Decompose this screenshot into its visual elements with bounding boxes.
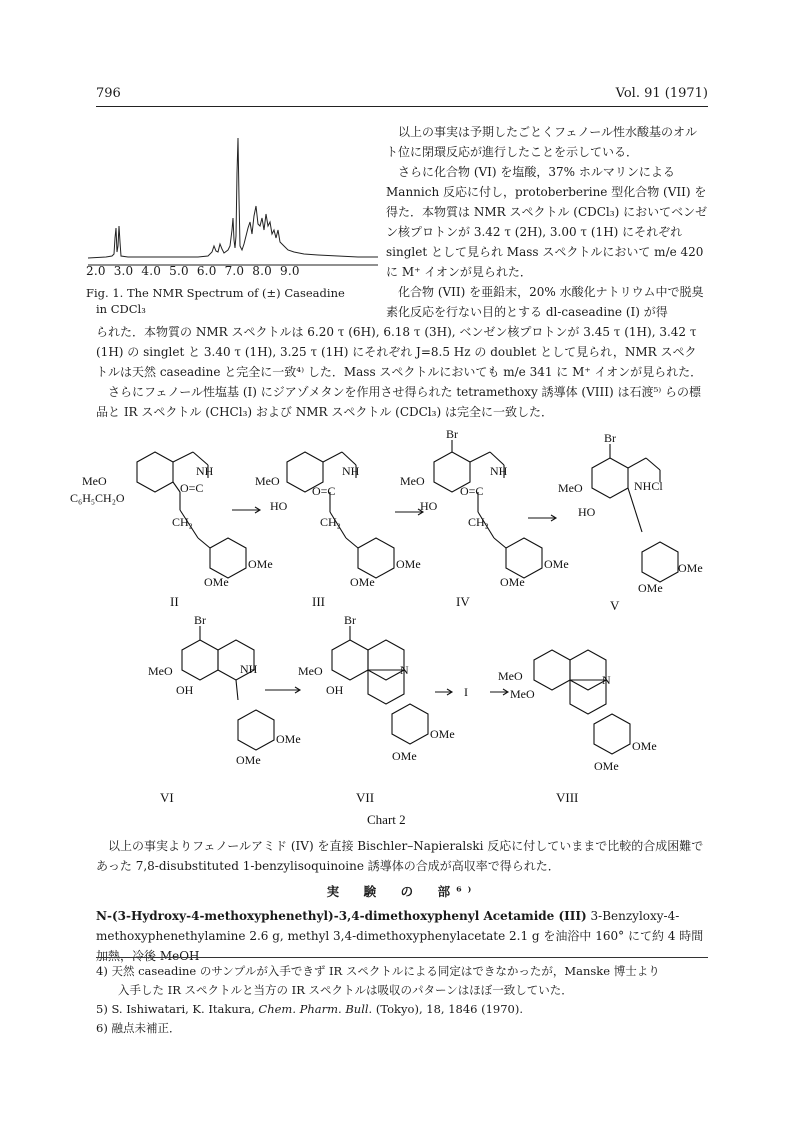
vi-ome-2: OMe (236, 753, 261, 767)
compound-vii-structure (332, 626, 428, 744)
ii-oc: O=C (180, 481, 204, 495)
label-viii: VIII (556, 790, 579, 805)
iv-ome-1: OMe (544, 557, 569, 571)
fig1-caption-line1: Fig. 1. The NMR Spectrum of (±) Caseadine (86, 286, 345, 300)
iii-meo: MeO (255, 474, 280, 488)
journal-volume: Vol. 91 (1971) (615, 86, 708, 101)
viii-ome-1: OMe (632, 739, 657, 753)
vi-meo: MeO (148, 664, 173, 678)
iii-oc: O=C (312, 484, 336, 498)
label-ii: II (170, 594, 179, 609)
ii-bn: C₆H₅CH₂O (70, 491, 125, 505)
vi-ome-1: OMe (276, 732, 301, 746)
para-3-cont: られた．本物質の NMR スペクトルは 6.20 τ (6H), 6.18 τ (3H), ベンゼン核プロトンが 3.45 τ (1H), 3.42 τ (1H) の singlet と 3.40 τ (1H), 3.25 τ (1H) にそれぞれ J=8.5 Hz の doublet として見られ，NMR スペクトルは天然 caseadine と完全に一致⁴⁾ した．Mass スペクトルにおいても m/e 341 に M⁺ イオンが見られた． (96, 325, 703, 379)
footnote-4a: 4) 天然 caseadine のサンプルが入手できず IR スペクトルによる同定はできなかったが，Manske 博士より (96, 964, 660, 978)
iii-ch2: CH₂ (320, 515, 341, 529)
footnotes (96, 962, 708, 1038)
ii-ome-2: OMe (204, 575, 229, 589)
ii-ome-1: OMe (248, 557, 273, 571)
vi-nh: NH (240, 662, 258, 676)
iv-ome-2: OMe (500, 575, 525, 589)
fig1-caption-line2: in CDCl₃ (96, 302, 146, 316)
compound-v-structure (592, 444, 678, 582)
label-vi: VI (160, 790, 174, 805)
ii-nh: NH (196, 464, 214, 478)
nmr-axis-ticks: 2.0 3.0 4.0 5.0 6.0 7.0 8.0 9.0 (86, 264, 300, 278)
vi-br: Br (194, 613, 206, 627)
compound-vi-structure (182, 626, 274, 750)
right-column (386, 122, 708, 322)
chart-2-caption: Chart 2 (367, 812, 406, 827)
label-vii: VII (356, 790, 375, 805)
iii-ome-2: OMe (350, 575, 375, 589)
iii-ome-1: OMe (396, 557, 421, 571)
footnote-5-authors: 5) S. Ishiwatari, K. Itakura, (96, 1002, 259, 1016)
experimental-title: N-(3-Hydroxy-4-methoxyphenethyl)-3,4-dimethoxyphenyl Acetamide (III) (96, 909, 587, 923)
vii-meo: MeO (298, 664, 323, 678)
iv-nh: NH (490, 464, 508, 478)
experimental-text: 3-Benzyloxy-4-methoxyphenethylamine 2.6 g, methyl 3,4-dimethoxyphenylacetate 2.1 g を油浴中 160° にて約 4 時間加熱，冷後 MeOH (96, 909, 704, 963)
header-rule (96, 106, 708, 107)
vii-n: N (400, 663, 409, 677)
viii-ome-2: OMe (594, 759, 619, 773)
iv-oc: O=C (460, 484, 484, 498)
compound-iv-structure (434, 440, 542, 578)
v-ome-2: OMe (638, 581, 663, 595)
reaction-arrows (232, 507, 556, 695)
v-nhcl: NHCl (634, 479, 663, 493)
section-title: 実 験 の 部⁶⁾ (326, 884, 478, 899)
footnote-5-ref: (Tokyo), 18, 1846 (1970). (372, 1002, 524, 1016)
footnote-6: 6) 融点未補正． (96, 1021, 181, 1035)
iii-nh: NH (342, 464, 360, 478)
label-iv: IV (456, 594, 470, 609)
nmr-trace (88, 138, 378, 258)
viii-meo-1: MeO (498, 669, 523, 683)
para-5: 以上の事実よりフェノールアミド (IV) を直接 Bischler–Napieralski 反応に付していままで比較的合成困難であった 7,8-disubstituted 1-benzylisoquinoine 誘導体の合成が高収率で得られた． (96, 839, 704, 873)
full-width-text (96, 322, 708, 422)
chart-2-scheme (70, 427, 720, 832)
viii-meo-2: MeO (510, 687, 535, 701)
para-2: さらに化合物 (VI) を塩酸，37% ホルマリンによる Mannich 反応に付し，protoberberine 型化合物 (VII) を得た．本物質は NMR スペクトル (CDCl₃) においてベンゼン核プロトンが 3.42 τ (2H), 3.00 τ (1H) にそれぞれ singlet として見られ Mass スペクトルにおいて m/e 420 に M⁺ イオンが見られた． (386, 165, 708, 279)
iii-ho: HO (270, 499, 288, 513)
iv-ho: HO (420, 499, 438, 513)
label-v: V (610, 598, 620, 613)
fig1-caption (86, 285, 386, 317)
arrow-intermediate-i: I (464, 685, 468, 699)
footnote-5-journal: Chem. Pharm. Bull. (258, 1002, 373, 1016)
para-1: 以上の事実は予期したごとくフェノール性水酸基のオルト位に閉環反応が進行したことを示している． (386, 125, 698, 159)
after-chart-text (96, 836, 708, 966)
viii-n: N (602, 673, 611, 687)
footnote-5 (96, 1000, 708, 1019)
v-ho: HO (578, 505, 596, 519)
vii-br: Br (344, 613, 356, 627)
v-br: Br (604, 431, 616, 445)
vii-ome-2: OMe (392, 749, 417, 763)
vii-ome-1: OMe (430, 727, 455, 741)
vii-oh: OH (326, 683, 344, 697)
page-number: 796 (96, 86, 121, 101)
iv-br: Br (446, 427, 458, 441)
vi-oh: OH (176, 683, 194, 697)
footnote-4b: 入手した IR スペクトルと当方の IR スペクトルは吸収のパターンはほぼ一致していた． (118, 983, 573, 997)
ii-ch2: CH₂ (172, 515, 193, 529)
nmr-spectrum (88, 118, 384, 270)
v-ome-1: OMe (678, 561, 703, 575)
para-4: さらにフェノール性塩基 (I) にジアゾメタンを作用させ得られた tetramethoxy 誘導体 (VIII) は石渡⁵⁾ らの標品と IR スペクトル (CHCl₃) および NMR スペクトル (CDCl₃) は完全に一致した． (96, 385, 702, 419)
iv-ch2: CH₂ (468, 515, 489, 529)
ii-meo: MeO (82, 474, 107, 488)
iv-meo: MeO (400, 474, 425, 488)
label-iii: III (312, 594, 325, 609)
v-meo: MeO (558, 481, 583, 495)
compound-viii-structure (534, 650, 630, 754)
footnote-rule (96, 957, 708, 958)
para-3-start: 化合物 (VII) を亜鉛末，20% 水酸化ナトリウム中で脱臭素化反応を行ない目的とする dl-caseadine (I) が得 (386, 285, 704, 319)
